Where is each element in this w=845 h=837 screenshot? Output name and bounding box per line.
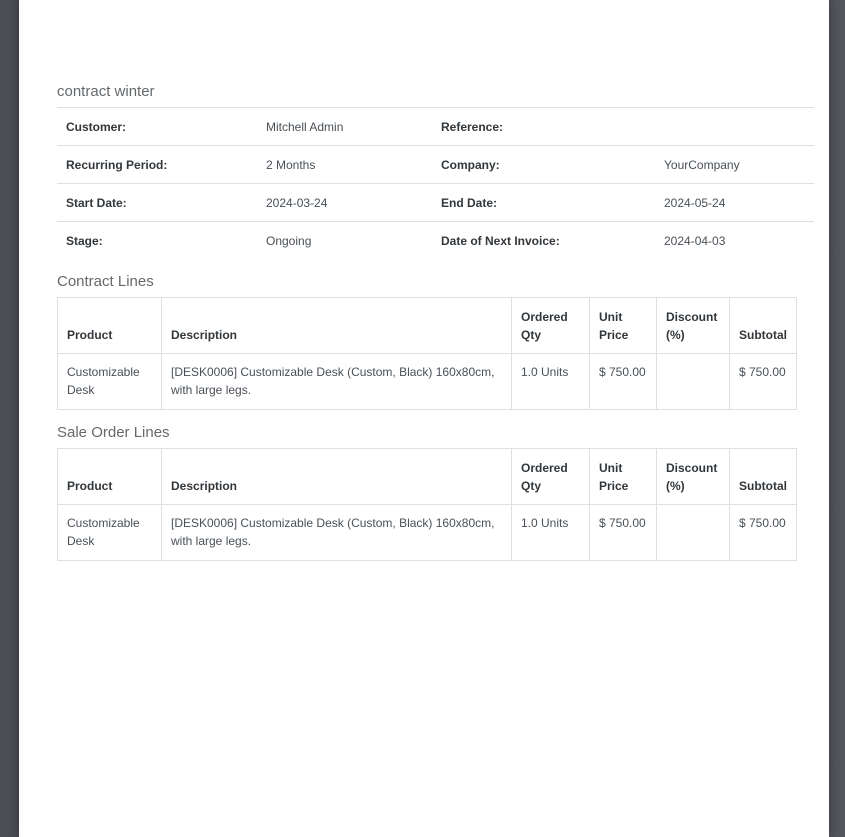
- table-row: [58, 354, 797, 410]
- table-header-row: [58, 298, 797, 354]
- table-header-row: [58, 449, 797, 505]
- field-value-stage: Ongoing: [266, 233, 312, 248]
- info-row: [57, 184, 814, 222]
- field-value-next-invoice: 2024-04-03: [664, 233, 726, 248]
- report-page: [19, 0, 829, 837]
- cell-product: Customizable Desk: [58, 354, 162, 410]
- field-label-customer: Customer:: [66, 119, 127, 134]
- field-value-customer: Mitchell Admin: [266, 119, 344, 134]
- info-row: [57, 222, 814, 260]
- column-header-description: Description: [162, 298, 512, 354]
- cell-description: [DESK0006] Customizable Desk (Custom, Black) 160x80cm, with large legs.: [162, 354, 512, 410]
- cell-subtotal: $ 750.00: [730, 505, 797, 561]
- column-header-subtotal: Subtotal: [730, 449, 797, 505]
- column-header-ordered-qty: Ordered Qty: [512, 449, 590, 505]
- column-header-subtotal: Subtotal: [730, 298, 797, 354]
- cell-discount: [657, 505, 730, 561]
- page-title: contract winter: [57, 83, 155, 100]
- field-label-reference: Reference:: [441, 119, 504, 134]
- report-content: [57, 0, 796, 561]
- field-label-start-date: Start Date:: [66, 195, 127, 210]
- cell-ordered-qty: 1.0 Units: [512, 505, 590, 561]
- column-header-discount: Discount (%): [657, 298, 730, 354]
- column-header-product: Product: [58, 298, 162, 354]
- section-heading-contract-lines: Contract Lines: [57, 273, 154, 290]
- cell-description: [DESK0006] Customizable Desk (Custom, Black) 160x80cm, with large legs.: [162, 505, 512, 561]
- field-label-company: Company:: [441, 157, 500, 172]
- cell-unit-price: $ 750.00: [590, 505, 657, 561]
- cell-subtotal: $ 750.00: [730, 354, 797, 410]
- column-header-discount: Discount (%): [657, 449, 730, 505]
- field-value-end-date: 2024-05-24: [664, 195, 726, 210]
- column-header-ordered-qty: Ordered Qty: [512, 298, 590, 354]
- field-value-company: YourCompany: [664, 157, 740, 172]
- cell-product: Customizable Desk: [58, 505, 162, 561]
- field-value-start-date: 2024-03-24: [266, 195, 328, 210]
- column-header-product: Product: [58, 449, 162, 505]
- column-header-description: Description: [162, 449, 512, 505]
- column-header-unit-price: Unit Price: [590, 449, 657, 505]
- cell-ordered-qty: 1.0 Units: [512, 354, 590, 410]
- field-label-recurring-period: Recurring Period:: [66, 157, 168, 172]
- field-value-recurring-period: 2 Months: [266, 157, 316, 172]
- table-row: [58, 505, 797, 561]
- field-label-end-date: End Date:: [441, 195, 498, 210]
- cell-unit-price: $ 750.00: [590, 354, 657, 410]
- cell-discount: [657, 354, 730, 410]
- sale-order-lines-table: [57, 448, 797, 561]
- contract-info-table: [57, 107, 814, 259]
- field-value-reference: [664, 108, 814, 146]
- section-heading-sale-order-lines: Sale Order Lines: [57, 424, 170, 441]
- field-label-stage: Stage:: [66, 233, 103, 248]
- info-row: [57, 108, 814, 146]
- column-header-unit-price: Unit Price: [590, 298, 657, 354]
- contract-lines-table: [57, 297, 797, 410]
- info-row: [57, 146, 814, 184]
- field-label-next-invoice: Date of Next Invoice:: [441, 233, 560, 248]
